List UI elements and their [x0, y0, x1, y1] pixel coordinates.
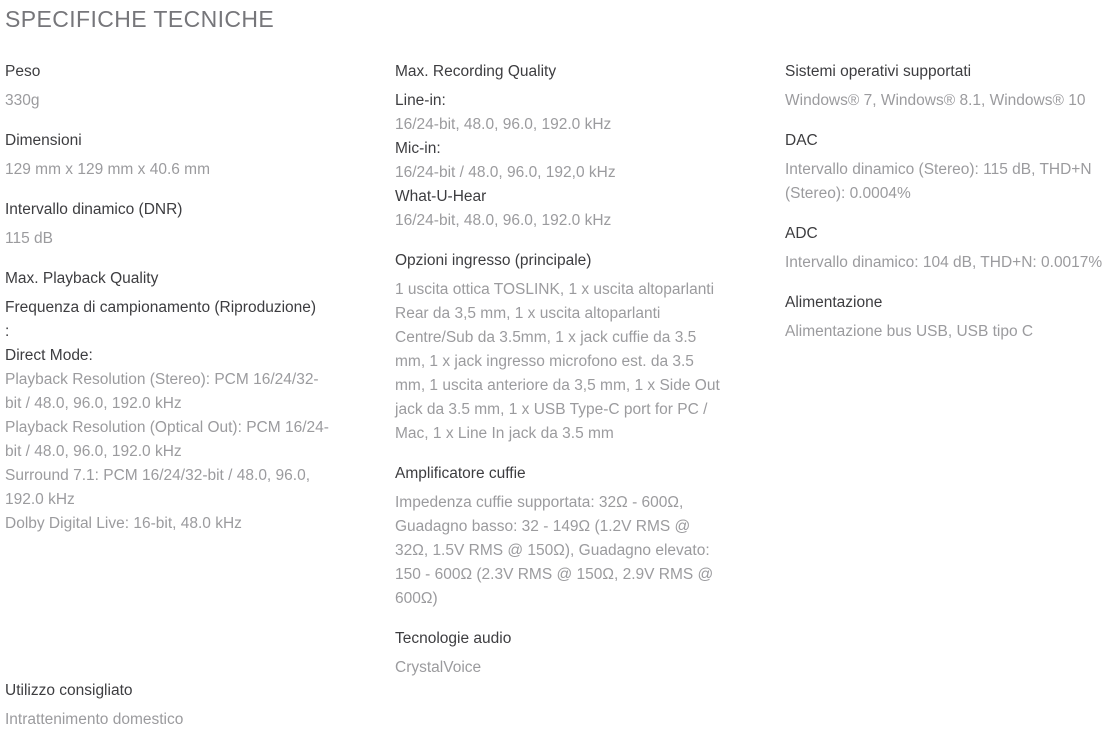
spec-subheading-line: Frequenza di campionamento (Riproduzione): [5, 299, 317, 316]
spec-value-line: Centre/Sub da 3.5mm, 1 x jack cuffie da 3.5: [395, 329, 697, 346]
spec-value-line: Intervallo dinamico: 104 dB, THD+N: 0.0017%: [785, 254, 1102, 271]
spec-item-heading: Dimensioni: [5, 132, 82, 149]
spec-item-heading: Sistemi operativi supportati: [785, 63, 972, 80]
spec-item: [5, 129, 335, 182]
spec-value-line: Impedenza cuffie supportata: 32Ω - 600Ω,: [395, 494, 684, 511]
spec-item: [395, 60, 725, 233]
spec-item-heading: Amplificatore cuffie: [395, 465, 526, 482]
spec-item: [5, 679, 335, 732]
spec-value-line: mm, 1 x jack ingresso microfono est. da 3.5: [395, 353, 694, 370]
spec-value-line: 1 uscita ottica TOSLINK, 1 x uscita altoparlanti: [395, 281, 715, 298]
spec-value-line: CrystalVoice: [395, 659, 482, 676]
spec-value-line: (Stereo): 0.0004%: [785, 185, 911, 202]
spec-value-line: mm, 1 uscita anteriore da 3,5 mm, 1 x Side Out: [395, 377, 720, 394]
spec-value-line: 32Ω, 1.5V RMS @ 150Ω), Guadagno elevato:: [395, 542, 710, 559]
spec-value-line: Mac, 1 x Line In jack da 3.5 mm: [395, 425, 614, 442]
spec-item-heading: Peso: [5, 63, 41, 80]
spec-value-line: Playback Resolution (Stereo): PCM 16/24/32-: [5, 371, 319, 388]
spec-item: [395, 249, 725, 446]
spec-item-heading: Tecnologie audio: [395, 630, 512, 647]
spec-item: [5, 60, 335, 113]
spec-column: [785, 60, 1102, 360]
spec-value-line: Guadagno basso: 32 - 149Ω (1.2V RMS @: [395, 518, 691, 535]
spec-item-heading: Intervallo dinamico (DNR): [5, 201, 183, 218]
spec-value-line: Intervallo dinamico (Stereo): 115 dB, THD+N: [785, 161, 1092, 178]
spec-item-heading: DAC: [785, 132, 818, 149]
spec-item-heading: Max. Playback Quality: [5, 270, 159, 287]
spec-item: [785, 129, 1097, 206]
spec-value-line: jack da 3.5 mm, 1 x USB Type-C port for PC /: [395, 401, 708, 418]
spec-columns: [5, 60, 1102, 743]
spec-item-heading: Opzioni ingresso (principale): [395, 252, 592, 269]
page-title: SPECIFICHE TECNICHE: [5, 6, 275, 32]
spec-value-line: 115 dB: [5, 230, 53, 247]
spec-value-line: 129 mm x 129 mm x 40.6 mm: [5, 161, 211, 178]
spec-item: [395, 462, 725, 611]
spec-value-line: Rear da 3,5 mm, 1 x uscita altoparlanti: [395, 305, 661, 322]
spec-item: [5, 198, 335, 251]
spec-item-heading: Max. Recording Quality: [395, 63, 557, 80]
spec-value-line: 600Ω): [395, 590, 438, 607]
spec-item-heading: ADC: [785, 225, 818, 242]
spec-column: [5, 60, 335, 743]
spec-value-line: bit / 48.0, 96.0, 192.0 kHz: [5, 395, 182, 412]
spec-subheading-line: Direct Mode:: [5, 347, 93, 364]
spec-value-line: 16/24-bit, 48.0, 96.0, 192.0 kHz: [395, 212, 612, 229]
spec-subheading-line: Mic-in:: [395, 140, 441, 157]
spec-value-line: 16/24-bit, 48.0, 96.0, 192.0 kHz: [395, 116, 612, 133]
spec-value-line: 330g: [5, 92, 40, 109]
spec-value-line: Playback Resolution (Optical Out): PCM 16/24-: [5, 419, 329, 436]
spec-column: [395, 60, 725, 696]
spec-item: [785, 222, 1102, 275]
spec-value-line: Windows® 7, Windows® 8.1, Windows® 10: [785, 92, 1086, 109]
spec-value-line: 16/24-bit / 48.0, 96.0, 192,0 kHz: [395, 164, 616, 181]
spec-item-heading: Alimentazione: [785, 294, 883, 311]
spec-value-line: Intrattenimento domestico: [5, 711, 184, 728]
spec-item: [395, 627, 725, 680]
spec-subheading-line: Line-in:: [395, 92, 446, 109]
spec-subheading-line: What-U-Hear: [395, 188, 487, 205]
spec-value-line: 192.0 kHz: [5, 491, 75, 508]
spec-item: [785, 291, 1097, 344]
spec-value-line: bit / 48.0, 96.0, 192.0 kHz: [5, 443, 182, 460]
spec-value-line: Alimentazione bus USB, USB tipo C: [785, 323, 1034, 340]
spec-item: [5, 267, 335, 536]
spec-value-line: 150 - 600Ω (2.3V RMS @ 150Ω, 2.9V RMS @: [395, 566, 714, 583]
spec-subheading-line: :: [5, 323, 10, 340]
spec-item: [785, 60, 1097, 113]
spec-value-line: Surround 7.1: PCM 16/24/32-bit / 48.0, 96.0,: [5, 467, 311, 484]
spec-value-line: Dolby Digital Live: 16-bit, 48.0 kHz: [5, 515, 242, 532]
spec-item-heading: Utilizzo consigliato: [5, 682, 133, 699]
